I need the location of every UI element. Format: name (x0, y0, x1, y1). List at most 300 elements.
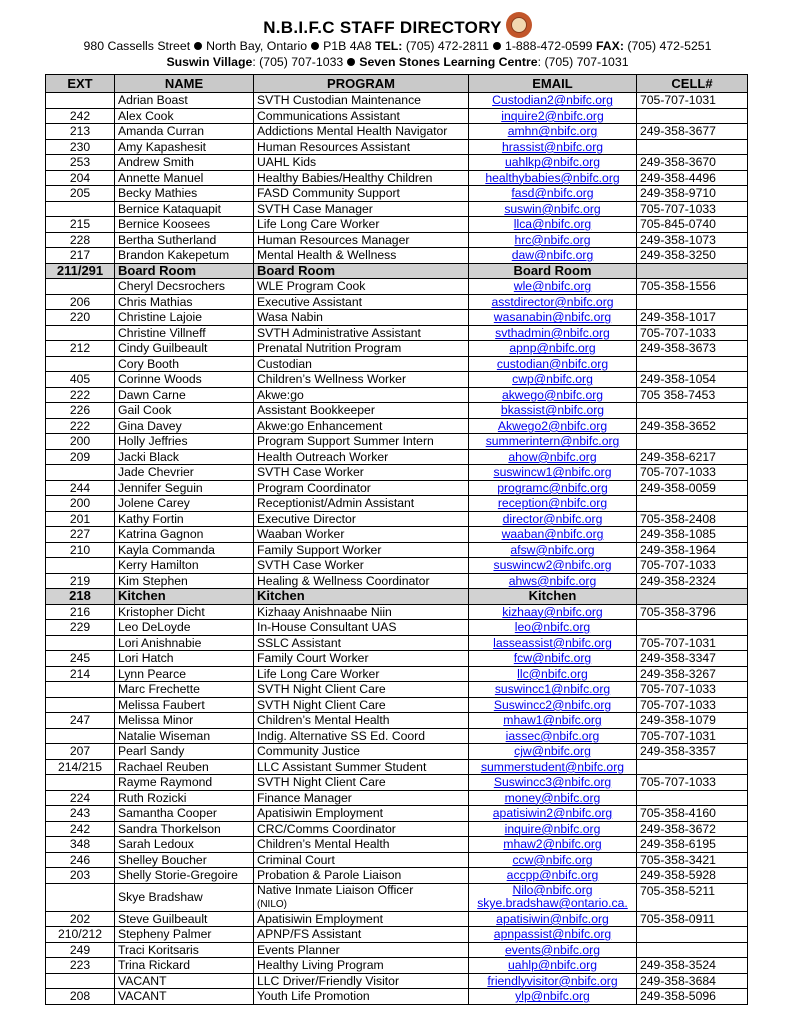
email-link[interactable] (469, 279, 637, 295)
email-link[interactable] (469, 248, 637, 264)
email-link-text[interactable]: fasd@nbifc.org (511, 186, 594, 201)
ext-cell (46, 790, 115, 806)
fax-number: (705) 472-5251 (627, 39, 712, 53)
email-link[interactable] (469, 449, 637, 465)
cell-phone-cell (637, 108, 748, 124)
email-link-text[interactable]: akwego@nbifc.org (501, 387, 604, 402)
email-link[interactable] (469, 989, 637, 1005)
email-link[interactable] (469, 201, 637, 217)
program-cell-text: Receptionist/Admin Assistant (257, 496, 415, 511)
email-link-text[interactable]: programc@nbifc.org (497, 480, 608, 495)
email-link-text[interactable]: leo@nbifc.org (514, 620, 591, 635)
cell-phone-cell-text: 249-358-3524 (640, 958, 716, 973)
email-link[interactable] (469, 170, 637, 186)
col-cell: CELL# (637, 75, 748, 93)
name-cell-text: VACANT (118, 973, 167, 988)
cell-phone-cell-text: 705-358-0911 (640, 911, 715, 926)
cell-phone-cell-text: 705-358-2408 (640, 511, 716, 526)
email-link-text[interactable]: uahlp@nbifc.org (508, 958, 597, 973)
ext-cell (46, 248, 115, 264)
location-line (0, 54, 795, 70)
program-cell (254, 821, 469, 837)
program-cell-text: Program Coordinator (257, 480, 371, 495)
email-link[interactable] (469, 232, 637, 248)
ext-cell (46, 372, 115, 388)
program-cell-text: Waaban Worker (257, 527, 345, 542)
email-link-text[interactable]: llc@nbifc.org (517, 666, 588, 681)
program-cell (254, 387, 469, 403)
name-cell-text: Kayla Commanda (118, 542, 215, 557)
program-cell-text: Indig. Alternative SS Ed. Coord (257, 728, 426, 743)
cell-phone-cell (637, 527, 748, 543)
email-link[interactable] (469, 542, 637, 558)
table-row (46, 201, 748, 217)
email-link-text[interactable]: ccw@nbifc.org (512, 852, 593, 867)
email-link-text[interactable]: svthadmin@nbifc.org (495, 325, 610, 340)
program-cell (254, 93, 469, 109)
cell-phone-cell (637, 697, 748, 713)
email-link-text[interactable]: events@nbifc.org (504, 942, 601, 957)
program-cell-text: Program Support Summer Intern (257, 434, 434, 449)
ext-cell (46, 449, 115, 465)
table-row (46, 713, 748, 729)
city: North Bay, Ontario (206, 39, 308, 53)
cell-phone-cell (637, 217, 748, 233)
email-link-text[interactable]: summerstudent@nbifc.org (480, 759, 625, 774)
email-link[interactable] (469, 927, 637, 943)
table-row (46, 418, 748, 434)
email-link[interactable] (469, 434, 637, 450)
cell-phone-cell (637, 775, 748, 791)
program-cell-text: Life Long Care Worker (257, 666, 380, 681)
ext-cell (46, 744, 115, 760)
email-link[interactable] (469, 852, 637, 868)
email-link-text[interactable]: Custodian2@nbifc.org (492, 93, 613, 108)
ext-cell-text: 216 (69, 604, 91, 619)
program-cell (254, 139, 469, 155)
email-link-text[interactable]: suswincw2@nbifc.org (493, 558, 612, 573)
cell-phone-cell-text: 705-707-1033 (640, 682, 716, 697)
email-link[interactable] (469, 93, 637, 109)
email-link[interactable] (469, 124, 637, 140)
name-cell (115, 155, 254, 171)
tel-number: (705) 472-2811 (405, 39, 489, 53)
name-cell (115, 387, 254, 403)
cell-phone-cell (637, 759, 748, 775)
name-cell (115, 989, 254, 1005)
email-link-text[interactable]: inquire@nbifc.org (504, 821, 601, 836)
email-link[interactable] (469, 821, 637, 837)
ext-cell (46, 942, 115, 958)
table-row (46, 573, 748, 589)
email-link[interactable] (469, 465, 637, 481)
name-cell-text: Chris Mathias (118, 294, 193, 309)
email-link-text[interactable]: inquire2@nbifc.org (501, 108, 604, 123)
email-link[interactable] (469, 651, 637, 667)
cell-phone-cell (637, 542, 748, 558)
email-link-text[interactable]: suswincc1@nbifc.org (494, 682, 611, 697)
program-cell-text: Family Support Worker (257, 542, 382, 557)
program-cell (254, 263, 469, 279)
cell-phone-cell (637, 868, 748, 884)
table-row (46, 248, 748, 264)
email-link[interactable] (469, 403, 637, 419)
ext-cell (46, 124, 115, 140)
email-link[interactable] (469, 186, 637, 202)
program-cell-text: Executive Assistant (257, 294, 362, 309)
postal-code: P1B 4A8 (323, 39, 372, 53)
village-label: Suswin Village (166, 55, 253, 69)
email-link[interactable] (469, 806, 637, 822)
tel-label: TEL: (375, 39, 403, 53)
ext-cell-text: 207 (69, 744, 91, 759)
email-link[interactable] (469, 868, 637, 884)
program-cell-text: Assistant Bookkeeper (257, 403, 375, 418)
name-cell-text: Amy Kapashesit (118, 139, 207, 154)
program-cell-text: Addictions Mental Health Navigator (257, 124, 448, 139)
program-cell (254, 527, 469, 543)
email-link-text[interactable]: cjw@nbifc.org (514, 744, 591, 759)
ext-cell-text: 217 (69, 248, 91, 263)
email-link-text[interactable]: daw@nbifc.org (511, 248, 594, 263)
name-cell (115, 558, 254, 574)
ext-cell-text: 214 (69, 666, 91, 681)
email-link[interactable] (469, 341, 637, 357)
name-cell (115, 927, 254, 943)
name-cell (115, 465, 254, 481)
email-link-text[interactable]: wasanabin@nbifc.org (493, 310, 612, 325)
email-link[interactable] (469, 775, 637, 791)
email-link-text[interactable]: apatisiwin2@nbifc.org (492, 806, 613, 821)
name-cell-text: Melissa Minor (118, 713, 194, 728)
email-link[interactable] (469, 942, 637, 958)
ext-cell-text: 242 (69, 821, 91, 836)
email-link-text[interactable]: mhaw1@nbifc.org (503, 713, 602, 728)
name-cell (115, 356, 254, 372)
email-link[interactable] (469, 217, 637, 233)
cell-phone-cell-text: 249-358-4496 (640, 170, 716, 185)
cell-phone-cell-text: 705-358-5211 (640, 883, 715, 898)
name-cell (115, 911, 254, 927)
table-row (46, 310, 748, 326)
ext-cell (46, 651, 115, 667)
email-link-text[interactable]: iassec@nbifc.org (505, 728, 600, 743)
program-cell (254, 651, 469, 667)
cell-phone-cell-text: 249-358-3672 (640, 821, 716, 836)
program-cell-text: Family Court Worker (257, 651, 369, 666)
email-link[interactable] (469, 604, 637, 620)
table-row (46, 449, 748, 465)
cell-phone-cell (637, 666, 748, 682)
email-link-text[interactable]: reception@nbifc.org (497, 496, 608, 511)
ext-cell (46, 620, 115, 636)
program-cell (254, 604, 469, 620)
email-link-text[interactable]: wle@nbifc.org (513, 279, 592, 294)
ext-cell (46, 713, 115, 729)
email-link-text[interactable]: apatisiwin@nbifc.org (496, 911, 609, 926)
name-cell-text: Kristopher Dicht (118, 604, 205, 619)
ext-cell (46, 927, 115, 943)
name-cell (115, 449, 254, 465)
name-cell (115, 651, 254, 667)
program-cell (254, 124, 469, 140)
cell-phone-cell-text: 705-358-1556 (640, 279, 716, 294)
program-cell (254, 883, 469, 911)
cell-phone-cell (637, 465, 748, 481)
centre-phone: : (705) 707-1031 (537, 55, 629, 69)
cell-phone-cell (637, 573, 748, 589)
name-cell-text: Marc Frechette (118, 682, 200, 697)
email-link-text[interactable]: ylp@nbifc.org (515, 989, 590, 1004)
email-link-text[interactable]: apnp@nbifc.org (509, 341, 596, 356)
email-link[interactable] (469, 310, 637, 326)
ext-cell-text: 242 (69, 108, 91, 123)
email-link[interactable] (469, 837, 637, 853)
cell-phone-cell-text: 249-358-1073 (640, 232, 716, 247)
email-link-text[interactable]: asstdirector@nbifc.org (491, 294, 614, 309)
program-cell (254, 682, 469, 698)
program-cell (254, 310, 469, 326)
name-cell-text: Bertha Sutherland (118, 232, 217, 247)
table-row (46, 728, 748, 744)
ext-cell (46, 294, 115, 310)
name-cell-text: Kim Stephen (118, 573, 188, 588)
email-link-text[interactable]: fcw@nbifc.org (513, 651, 592, 666)
email-link[interactable] (469, 620, 637, 636)
table-row (46, 511, 748, 527)
name-cell-text: Cindy Guilbeault (118, 341, 208, 356)
email-link-text[interactable]: friendlyvisitor@nbifc.org (487, 973, 618, 988)
program-cell (254, 573, 469, 589)
email-link-text[interactable]: ahow@nbifc.org (508, 449, 597, 464)
email-link[interactable] (469, 155, 637, 171)
ext-cell (46, 883, 115, 911)
program-cell-text: Children’s Wellness Worker (257, 372, 407, 387)
email-link-text[interactable]: mhaw2@nbifc.org (503, 837, 602, 852)
email-link[interactable] (469, 697, 637, 713)
ext-cell-text: 222 (69, 418, 91, 433)
name-cell-text: Holly Jeffries (118, 434, 188, 449)
name-cell (115, 942, 254, 958)
table-row (46, 356, 748, 372)
program-cell-text: CRC/Comms Coordinator (257, 821, 396, 836)
email-link-text[interactable]: suswincw1@nbifc.org (493, 465, 612, 480)
name-cell (115, 93, 254, 109)
ext-cell-text: 206 (69, 294, 91, 309)
email-link-text[interactable]: amhn@nbifc.org (507, 124, 598, 139)
email-link[interactable] (469, 496, 637, 512)
name-cell-text: Natalie Wiseman (118, 728, 211, 743)
email-link[interactable] (469, 511, 637, 527)
name-cell (115, 573, 254, 589)
email-link-text[interactable]: hrassist@nbifc.org (501, 139, 604, 154)
email-link[interactable] (469, 356, 637, 372)
email-link[interactable] (469, 387, 637, 403)
table-row (46, 821, 748, 837)
email-link[interactable] (469, 958, 637, 974)
ext-cell (46, 217, 115, 233)
email-link[interactable] (469, 759, 637, 775)
email-link-text[interactable]: Nilo@nbifc.org (512, 883, 593, 897)
program-cell (254, 248, 469, 264)
ext-cell-text: 245 (69, 651, 91, 666)
email-link-text[interactable]: cwp@nbifc.org (512, 372, 593, 387)
email-link-text[interactable]: Suswincc3@nbifc.org (493, 775, 612, 790)
email-link[interactable] (469, 527, 637, 543)
email-link[interactable] (469, 418, 637, 434)
email-link[interactable] (469, 728, 637, 744)
table-row (46, 93, 748, 109)
email-link[interactable] (469, 911, 637, 927)
name-cell (115, 170, 254, 186)
email-link-text[interactable]: director@nbifc.org (502, 511, 603, 526)
cell-phone-cell (637, 989, 748, 1005)
program-cell (254, 341, 469, 357)
table-row (46, 108, 748, 124)
name-cell (115, 542, 254, 558)
table-body (46, 93, 748, 1005)
email-link-text[interactable]: healthybabies@nbifc.org (485, 170, 620, 185)
program-cell-text: SVTH Case Manager (257, 201, 373, 216)
name-cell (115, 604, 254, 620)
email-link-text[interactable]: hrc@nbifc.org (514, 232, 591, 247)
cell-phone-cell (637, 248, 748, 264)
email-link-text[interactable]: kizhaay@nbifc.org (502, 604, 603, 619)
cell-phone-cell-text: 249-358-6217 (640, 449, 716, 464)
ext-cell (46, 465, 115, 481)
email-link[interactable] (469, 325, 637, 341)
email-link-text[interactable]: apnpassist@nbifc.org (493, 927, 612, 942)
name-cell (115, 310, 254, 326)
ext-cell-text: 228 (69, 232, 91, 247)
email-link-text[interactable]: Akwego2@nbifc.org (497, 418, 608, 433)
program-cell-text: Akwe:go Enhancement (257, 418, 383, 433)
ext-cell (46, 511, 115, 527)
email-link[interactable] (469, 666, 637, 682)
section-row (46, 263, 748, 279)
program-cell (254, 942, 469, 958)
program-cell-text: Custodian (257, 356, 312, 371)
program-cell (254, 927, 469, 943)
program-cell (254, 558, 469, 574)
cell-phone-cell (637, 418, 748, 434)
email-link-text[interactable]: summerintern@nbifc.org (485, 434, 620, 449)
name-cell-text: Kerry Hamilton (118, 558, 199, 573)
email-link-secondary[interactable]: skye.bradshaw@ontario.ca. (477, 896, 628, 910)
name-cell-text: Sarah Ledoux (118, 837, 194, 852)
ext-cell-text: 247 (69, 713, 91, 728)
name-cell (115, 186, 254, 202)
program-cell (254, 911, 469, 927)
ext-cell-text: 226 (69, 403, 91, 418)
table-row (46, 973, 748, 989)
email-link-text[interactable]: uahlkp@nbifc.org (504, 155, 601, 170)
name-cell (115, 434, 254, 450)
email-link[interactable] (469, 372, 637, 388)
cell-phone-cell (637, 279, 748, 295)
cell-phone-cell (637, 449, 748, 465)
email-link-text[interactable]: suswin@nbifc.org (504, 201, 601, 216)
name-cell-text: Bernice Kataquapit (118, 201, 221, 216)
ext-cell (46, 589, 115, 605)
name-cell (115, 263, 254, 279)
program-cell-text: Apatisiwin Employment (257, 911, 383, 926)
cell-phone-cell-text: 705-358-3796 (640, 604, 716, 619)
email-link[interactable] (469, 635, 637, 651)
program-cell (254, 279, 469, 295)
cell-phone-cell (637, 496, 748, 512)
table-row (46, 387, 748, 403)
ext-cell (46, 666, 115, 682)
email-link[interactable] (469, 139, 637, 155)
email-link-text[interactable]: Suswincc2@nbifc.org (493, 697, 612, 712)
cell-phone-cell-text: 249-358-0059 (640, 480, 716, 495)
cell-phone-cell (637, 387, 748, 403)
email-link-text[interactable]: ahws@nbifc.org (508, 573, 597, 588)
name-cell-text: Alex Cook (118, 108, 174, 123)
ext-cell-text: 249 (69, 942, 91, 957)
ext-cell (46, 868, 115, 884)
directory-header (0, 0, 795, 70)
staff-directory-table (45, 74, 748, 1005)
cell-phone-cell (637, 294, 748, 310)
email-link-text[interactable]: llca@nbifc.org (513, 217, 592, 232)
cell-phone-cell (637, 372, 748, 388)
program-cell (254, 108, 469, 124)
email-link-text[interactable]: custodian@nbifc.org (496, 356, 609, 371)
email-link[interactable] (469, 480, 637, 496)
email-link[interactable] (469, 294, 637, 310)
ext-cell (46, 635, 115, 651)
name-cell (115, 744, 254, 760)
name-cell (115, 139, 254, 155)
ext-cell (46, 973, 115, 989)
email-link-text[interactable]: accpp@nbifc.org (506, 868, 599, 883)
email-link-text[interactable]: afsw@nbifc.org (510, 542, 595, 557)
cell-phone-cell-text: 705-707-1033 (640, 325, 716, 340)
col-email: EMAIL (469, 75, 637, 93)
email-link[interactable] (469, 973, 637, 989)
email-link[interactable] (469, 713, 637, 729)
name-cell (115, 496, 254, 512)
cell-phone-cell-text: 249-358-5928 (640, 868, 716, 883)
program-cell (254, 434, 469, 450)
email-link-text[interactable]: waaban@nbifc.org (501, 527, 604, 542)
email-link-text[interactable]: money@nbifc.org (504, 790, 601, 805)
email-link-text[interactable]: lasseassist@nbifc.org (493, 635, 612, 650)
email-link[interactable] (469, 744, 637, 760)
email-link[interactable] (469, 682, 637, 698)
email-link[interactable] (469, 790, 637, 806)
program-cell (254, 868, 469, 884)
email-link-text[interactable]: bkassist@nbifc.org (500, 403, 605, 418)
program-cell (254, 449, 469, 465)
ext-cell (46, 958, 115, 974)
ext-cell-text: 214/215 (57, 759, 103, 774)
email-link[interactable] (469, 108, 637, 124)
ext-cell (46, 418, 115, 434)
program-cell (254, 201, 469, 217)
name-cell (115, 232, 254, 248)
program-cell-text: SVTH Night Client Care (257, 682, 386, 697)
email-link[interactable] (469, 883, 637, 911)
name-cell-text: Kathy Fortin (118, 511, 184, 526)
email-link[interactable] (469, 558, 637, 574)
bullet-icon (194, 42, 202, 50)
name-cell-text: Skye Bradshaw (118, 890, 203, 904)
program-cell-text: Healthy Babies/Healthy Children (257, 170, 433, 185)
email-link[interactable] (469, 573, 637, 589)
